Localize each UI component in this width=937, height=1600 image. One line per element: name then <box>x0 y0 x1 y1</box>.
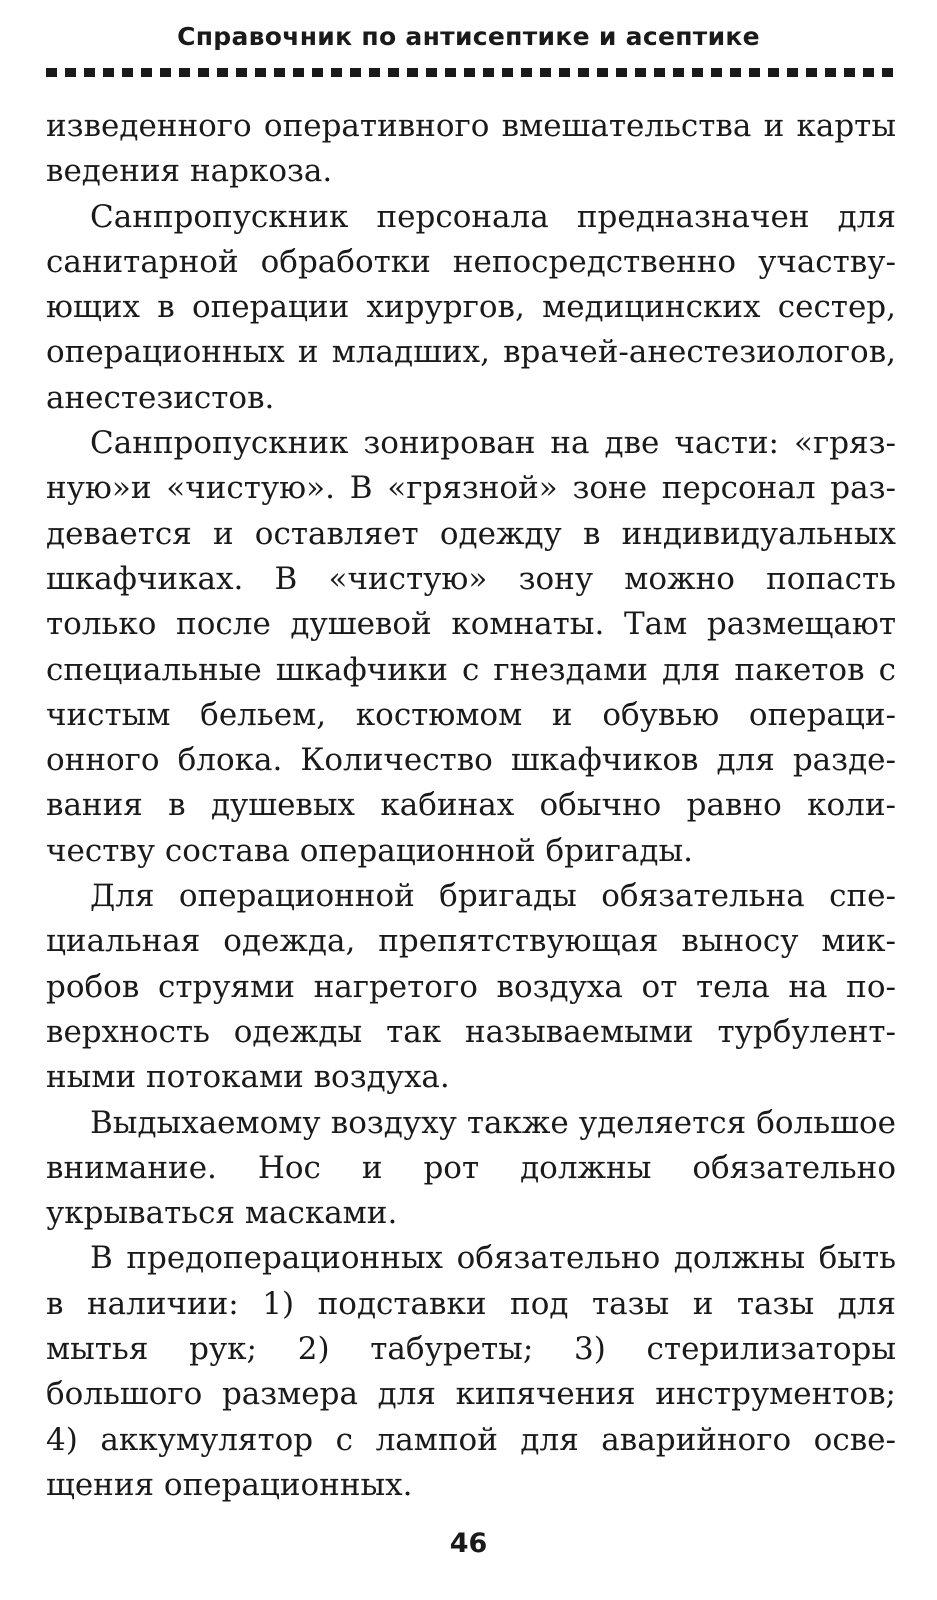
paragraph: Выдыхаемому воздуху также уделяется большое внимание. Нос и рот должны обязательно укрываться масками. <box>46 1104 896 1232</box>
paragraph: В предоперационных обязательно должны быть в наличии: 1) подставки под тазы и тазы для мытья рук; 2) табуреты; 3) стерилизаторы большого размера для кипячения инструментов; 4) аккумулятор с лампой для аварийного освещения операционных. <box>46 1240 896 1503</box>
paragraph: Санпропускник персонала предназначен для санитарной обработки непосредственно участвующих в операции хирургов, медицинских сестер, операционных и младших, врачей-анестезиологов, анестезистов. <box>46 198 896 416</box>
paragraph: Санпропускник зонирован на две части: «грязную»и «чистую». В «грязной» зоне персонал раздевается и оставляет одежду в индивидуальных шкафчиках. В «чистую» зону можно попасть только после душевой комнаты. Там размещают специальные шкафчики с гнездами для пакетов с чистым бельем, костюмом и обувью операционного блока. Количество шкафчиков для раздевания в душевых кабинах обычно равно количеству состава операционной бригады. <box>46 425 896 869</box>
running-title: Справочник по антисептике и асептике <box>177 22 760 51</box>
header-divider <box>46 68 896 77</box>
page-number: 46 <box>449 1528 488 1559</box>
paragraph: Для операционной бригады обязательна специальная одежда, препятствующая выносу микробов струями нагретого воздуха от тела на поверхность одежды так называемыми турбулентными потоками воздуха. <box>46 878 896 1096</box>
paragraph-continuation: изведенного оперативного вмешательства и карты ведения наркоза. <box>46 108 896 190</box>
body-text <box>46 104 896 1508</box>
